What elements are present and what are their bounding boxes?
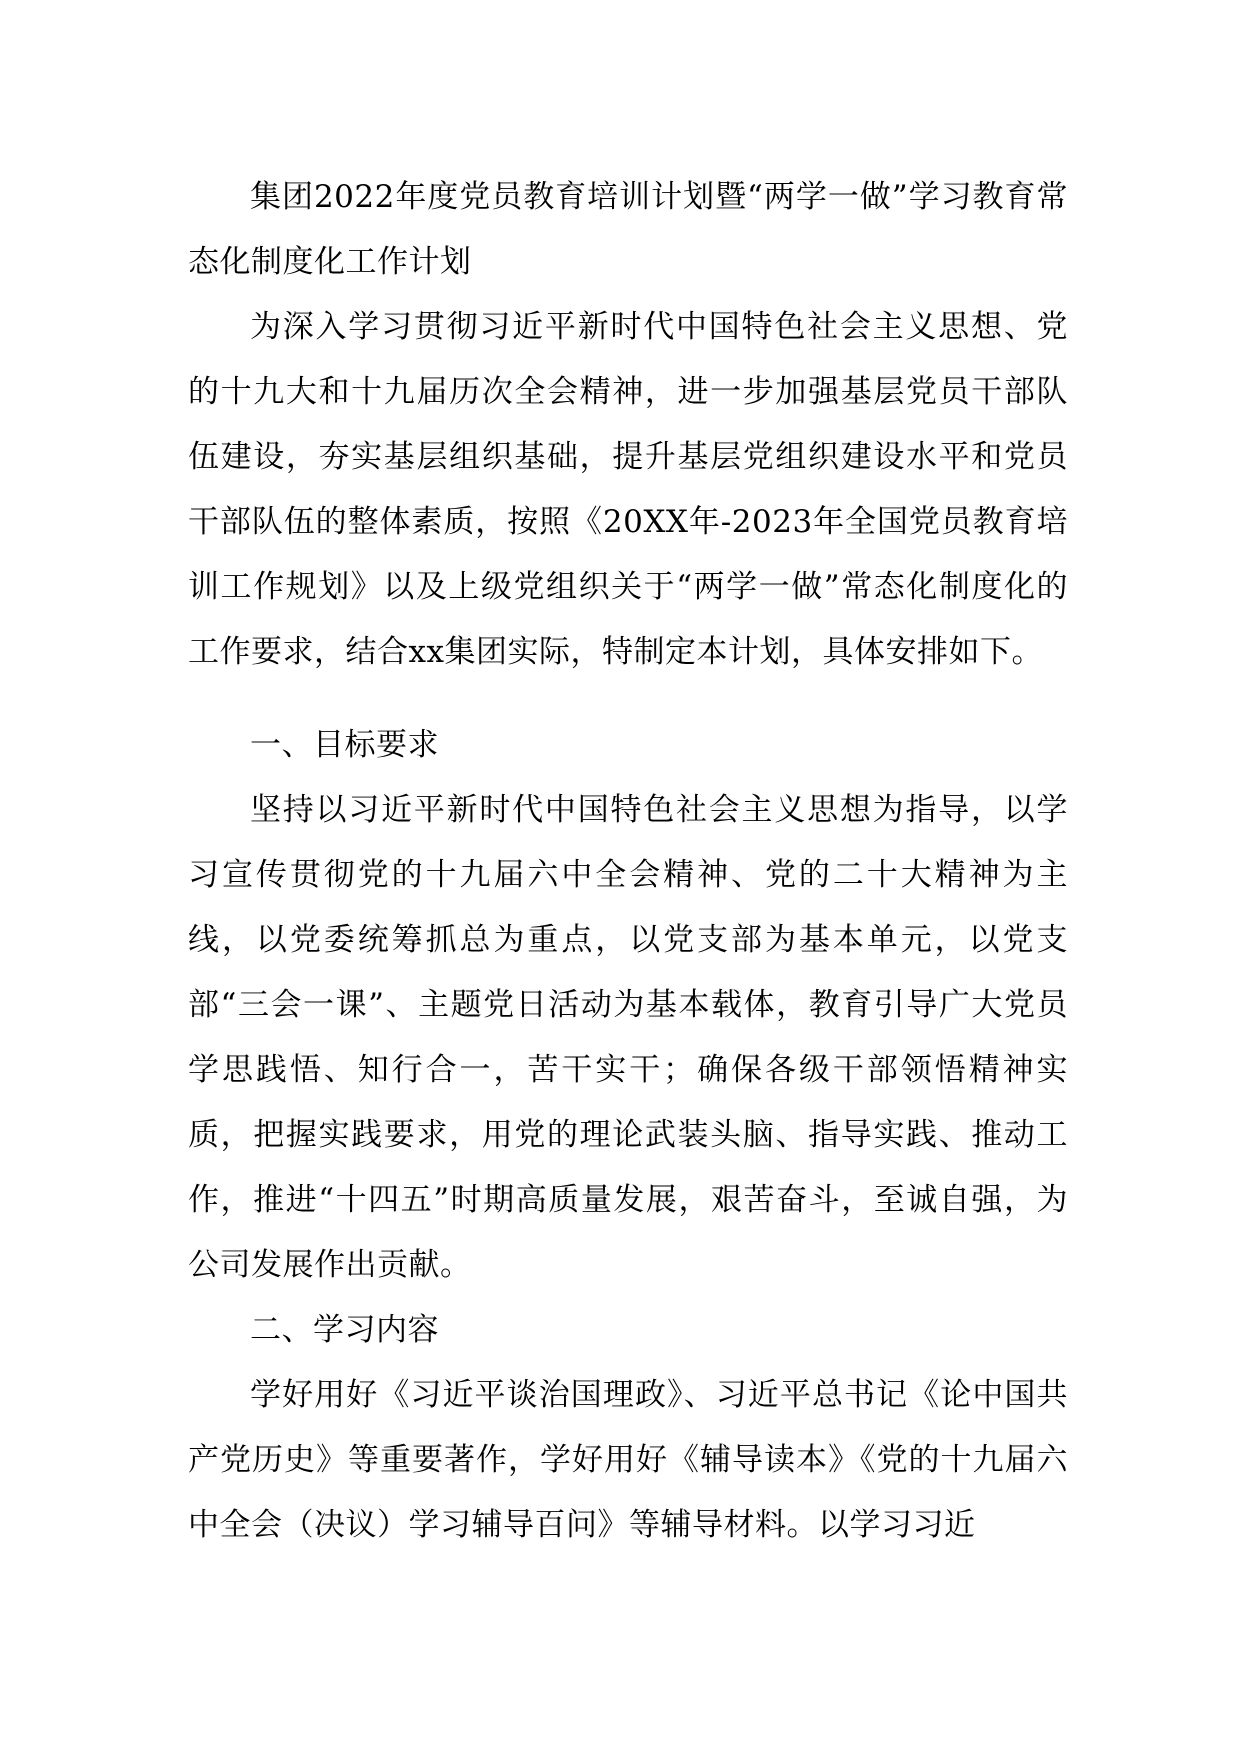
section-body-goals: 坚持以习近平新时代中国特色社会主义思想为指导，以学习宣传贯彻党的十九届六中全会精神、党的二十大精神为主线，以党委统筹抓总为重点，以党支部为基本单元，以党支部“三会一课”、主题党日活动为基本载体，教育引导广大党员学思践悟、知行合一，苦干实干；确保各级干部领悟精神实质，把握实践要求，用党的理论武装头脑、指导实践、推动工作，推进“十四五”时期高质量发展，艰苦奋斗，至诚自强，为公司发展作出贡献。 (188, 792, 1068, 1283)
section-heading-content: 二、学习内容 (250, 1312, 439, 1348)
document-body (188, 165, 1068, 1558)
section-body-content: 学好用好《习近平谈治国理政》、习近平总书记《论中国共产党历史》等重要著作，学好用好《辅导读本》《党的十九届六中全会（决议）学习辅导百问》等辅导材料。以学习习近 (188, 1377, 1068, 1543)
section-heading-goals: 一、目标要求 (250, 727, 439, 763)
document-title: 集团2022年度党员教育培训计划暨“两学一做”学习教育常态化制度化工作计划 (188, 179, 1068, 280)
intro-paragraph: 为深入学习贯彻习近平新时代中国特色社会主义思想、党的十九大和十九届历次全会精神，进一步加强基层党员干部队伍建设，夯实基层组织基础，提升基层党组织建设水平和党员干部队伍的整体素质，按照《20XX年-2023年全国党员教育培训工作规划》以及上级党组织关于“两学一做”常态化制度化的工作要求，结合xx集团实际，特制定本计划，具体安排如下。 (188, 309, 1068, 670)
